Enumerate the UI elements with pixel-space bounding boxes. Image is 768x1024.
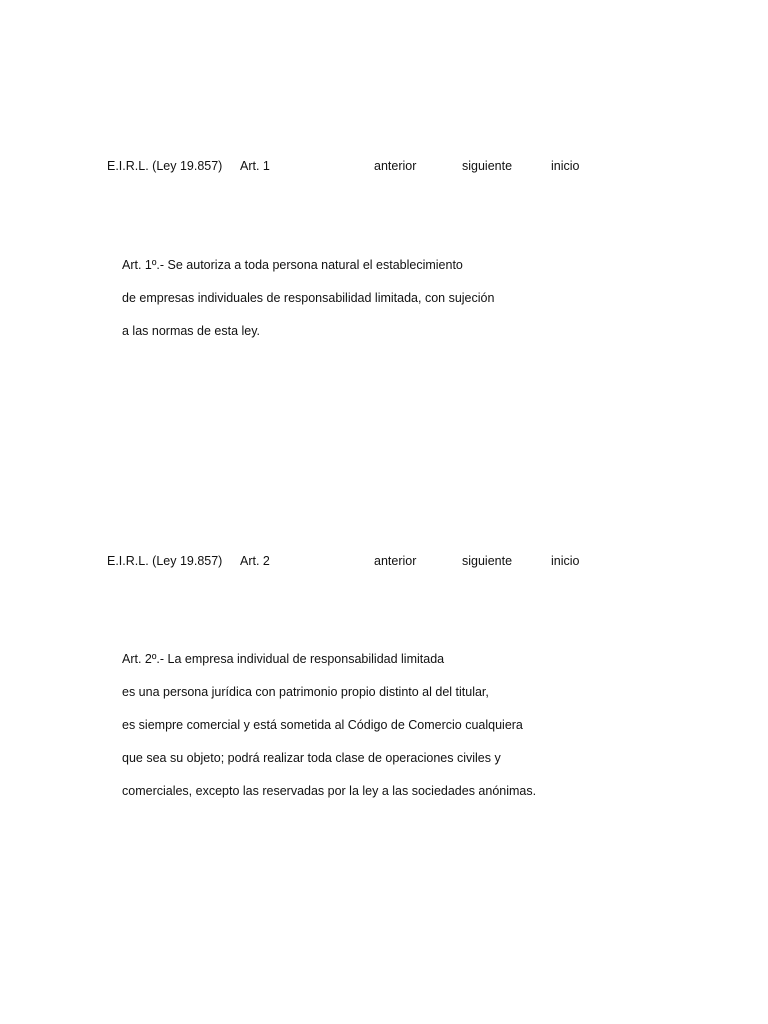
previous-link[interactable]: anterior (374, 554, 417, 568)
article-line: a las normas de esta ley. (122, 324, 261, 338)
next-link[interactable]: siguiente (462, 554, 513, 568)
article-number: Art. 2 (240, 554, 270, 568)
law-title: E.I.R.L. (Ley 19.857) (107, 159, 223, 173)
article-body-2 (122, 649, 722, 814)
article-line: Art. 1º.- Se autoriza a toda persona natural el establecimiento (122, 258, 463, 272)
article-body-1 (122, 255, 722, 354)
article-line: es una persona jurídica con patrimonio propio distinto al del titular, (122, 685, 489, 699)
article-line: de empresas individuales de responsabilidad limitada, con sujeción (122, 291, 495, 305)
article-header-2 (0, 551, 768, 571)
article-line: que sea su objeto; podrá realizar toda clase de operaciones civiles y (122, 751, 501, 765)
article-number: Art. 1 (240, 159, 270, 173)
article-line: es siempre comercial y está sometida al Código de Comercio cualquiera (122, 718, 523, 732)
article-line: Art. 2º.- La empresa individual de responsabilidad limitada (122, 652, 445, 666)
home-link[interactable]: inicio (551, 554, 580, 568)
law-title: E.I.R.L. (Ley 19.857) (107, 554, 223, 568)
article-header-1 (0, 156, 768, 176)
next-link[interactable]: siguiente (462, 159, 513, 173)
article-line: comerciales, excepto las reservadas por la ley a las sociedades anónimas. (122, 784, 537, 798)
home-link[interactable]: inicio (551, 159, 580, 173)
previous-link[interactable]: anterior (374, 159, 417, 173)
